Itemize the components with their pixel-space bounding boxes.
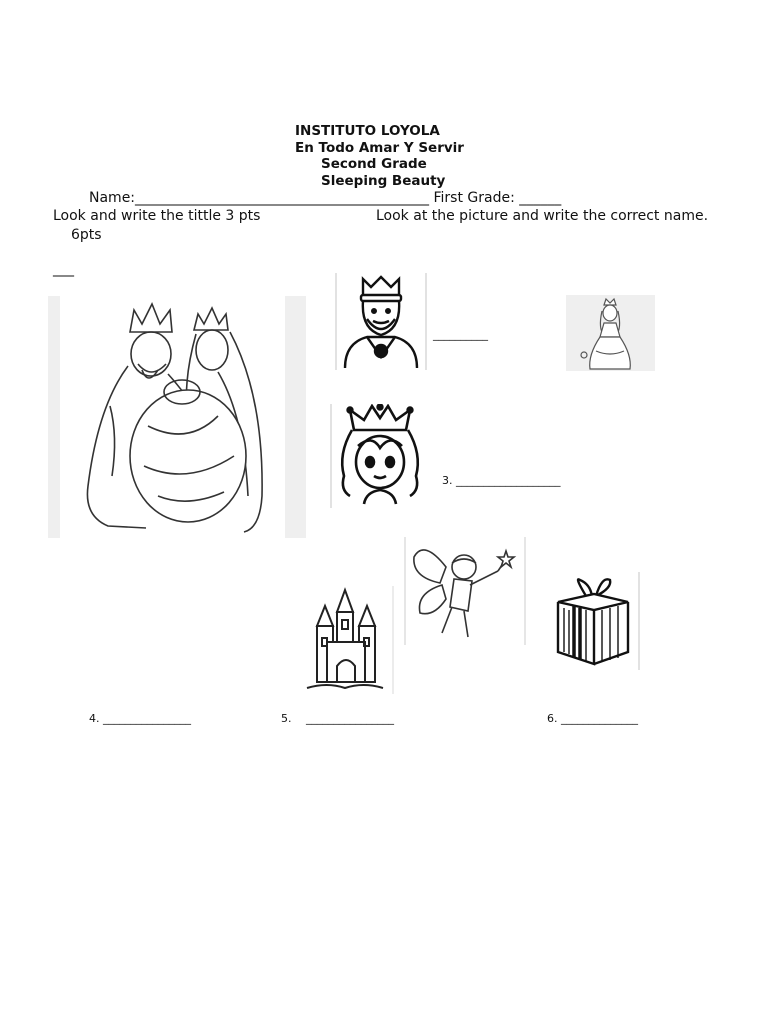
answer-6-blank: 6. ______________ [547,712,638,725]
gift-icon [550,572,640,670]
king-icon [335,273,427,370]
instruction-right: Look at the picture and write the correct name. [376,208,709,224]
instruction-left: Look and write the tittle 3 pts [53,208,261,224]
princess-face-icon [330,404,428,508]
answer-3-blank: 3. ___________________ [442,474,561,487]
answer-5-blank: ________________ [306,712,394,725]
story-title: Sleeping Beauty [321,173,446,189]
princess-icon [566,295,655,371]
king-queen-baby-drawing [48,296,306,538]
school-title: INSTITUTO LOYOLA [295,123,440,139]
castle-icon [297,586,394,694]
name-line: Name:__________________________________________ First Grade: ______ [89,190,562,206]
fairy-icon [404,537,526,645]
school-motto: En Todo Amar Y Servir [295,140,464,156]
grade-title: Second Grade [321,156,427,172]
answer-4-blank: 4. ________________ [89,712,191,725]
instruction-right-points: 6pts [71,227,102,243]
title-blank: ___ [53,261,74,277]
answer-1-blank: __________ [433,328,488,341]
answer-5-number: 5. [281,712,292,725]
